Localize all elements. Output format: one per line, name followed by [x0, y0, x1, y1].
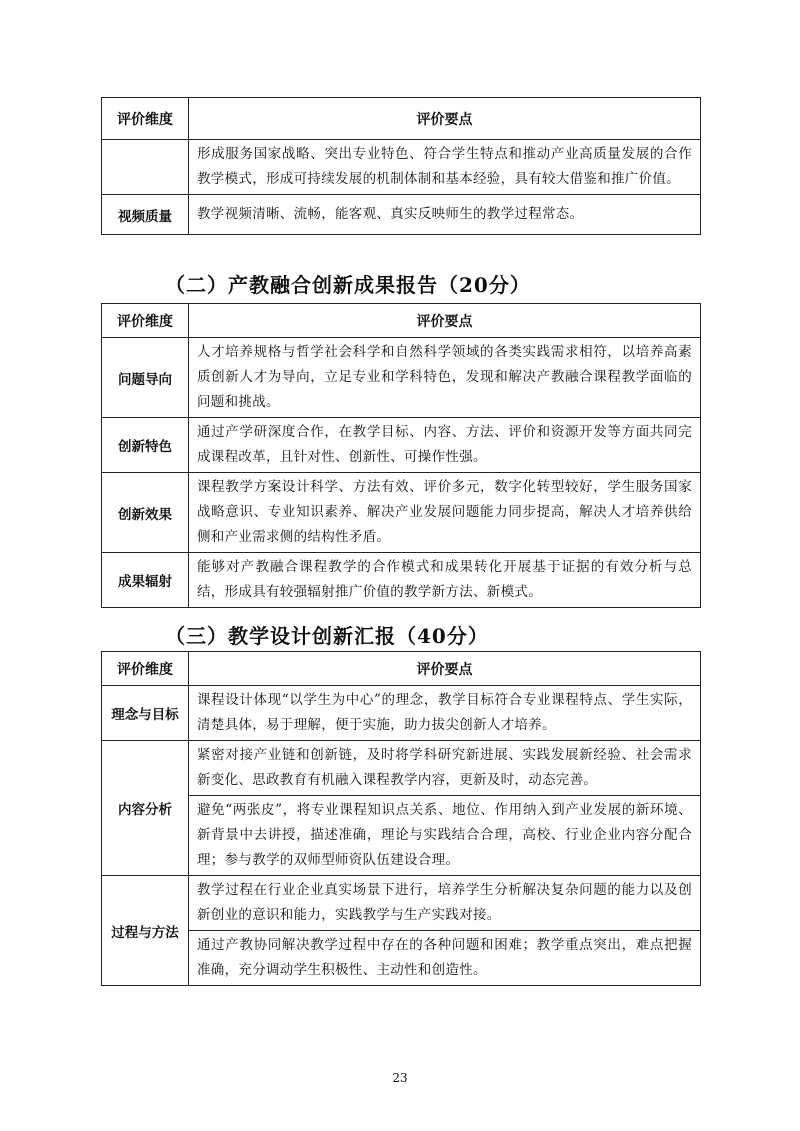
point-cell: 能够对产教融合课程教学的合作模式和成果转化开展基于证据的有效分析与总结，形成具有较强辐射推广价值的教学新方法、新模式。: [189, 553, 701, 608]
table-row: [102, 338, 701, 418]
point-cell: 形成服务国家战略、突出专业特色、符合学生特点和推动产业高质量发展的合作教学模式，形成可持续发展的机制体制和基本经验，具有较大借鉴和推广价值。: [189, 140, 701, 195]
dimension-cell: 创新效果: [102, 473, 189, 553]
point-cell: 避免“两张皮”，将专业课程知识点关系、地位、作用纳入到产业发展的新环境、新背景中去讲授，描述准确，理论与实践结合合理，高校、行业企业内容分配合理；参与教学的双师型师资队伍建设合理。: [189, 796, 701, 876]
table-row: [102, 140, 701, 195]
point-cell: 课程教学方案设计科学、方法有效、评价多元，数字化转型较好，学生服务国家战略意识、专业知识素养、解决产业发展问题能力同步提高，解决人才培养供给侧和产业需求侧的结构性矛盾。: [189, 473, 701, 553]
table-row: [102, 553, 701, 608]
section-2-title: （二）产教融合创新成果报告（20分）: [165, 273, 531, 297]
dimension-cell: 视频质量: [102, 195, 189, 235]
header-dimension: 评价维度: [102, 304, 189, 338]
dimension-cell: 内容分析: [102, 741, 189, 876]
table-3-header: [102, 652, 701, 686]
point-cell: 课程设计体现“以学生为中心”的理念，教学目标符合专业课程特点、学生实际，清楚具体，易于理解，便于实施，助力拔尖创新人才培养。: [189, 686, 701, 741]
point-cell: 人才培养规格与哲学社会科学和自然科学领域的各类实践需求相符，以培养高素质创新人才为导向，立足专业和学科特色，发现和解决产教融合课程教学面临的问题和挑战。: [189, 338, 701, 418]
point-cell: 紧密对接产业链和创新链，及时将学科研究新进展、实践发展新经验、社会需求新变化、思政教育有机融入课程教学内容，更新及时，动态完善。: [189, 741, 701, 796]
table-2-header: [102, 304, 701, 338]
point-cell: 教学视频清晰、流畅，能客观、真实反映师生的教学过程常态。: [189, 195, 701, 235]
table-row: [102, 876, 701, 931]
page-number: 23: [392, 1071, 408, 1085]
header-points: 评价要点: [189, 652, 701, 686]
table-3: [101, 651, 701, 986]
table-1: [101, 97, 701, 235]
table-row: [102, 741, 701, 796]
dimension-cell: 创新特色: [102, 418, 189, 473]
table-row: [102, 418, 701, 473]
table-row: [102, 796, 701, 876]
header-dimension: 评价维度: [102, 98, 189, 140]
point-cell: 教学过程在行业企业真实场景下进行，培养学生分析解决复杂问题的能力以及创新创业的意识和能力，实践教学与生产实践对接。: [189, 876, 701, 931]
section-3-title: （三）教学设计创新汇报（40分）: [165, 624, 489, 648]
table-row: [102, 931, 701, 986]
dimension-cell: 过程与方法: [102, 876, 189, 986]
table-row: [102, 686, 701, 741]
table-1-header: [102, 98, 701, 140]
dimension-cell: 成果辐射: [102, 553, 189, 608]
header-points: 评价要点: [189, 98, 701, 140]
header-dimension: 评价维度: [102, 652, 189, 686]
dimension-cell: [102, 140, 189, 195]
table-row: [102, 473, 701, 553]
dimension-cell: 理念与目标: [102, 686, 189, 741]
dimension-cell: 问题导向: [102, 338, 189, 418]
point-cell: 通过产教协同解决教学过程中存在的各种问题和困难；教学重点突出，难点把握准确，充分调动学生积极性、主动性和创造性。: [189, 931, 701, 986]
point-cell: 通过产学研深度合作，在教学目标、内容、方法、评价和资源开发等方面共同完成课程改革，且针对性、创新性、可操作性强。: [189, 418, 701, 473]
table-row: [102, 195, 701, 235]
table-2: [101, 303, 701, 608]
header-points: 评价要点: [189, 304, 701, 338]
